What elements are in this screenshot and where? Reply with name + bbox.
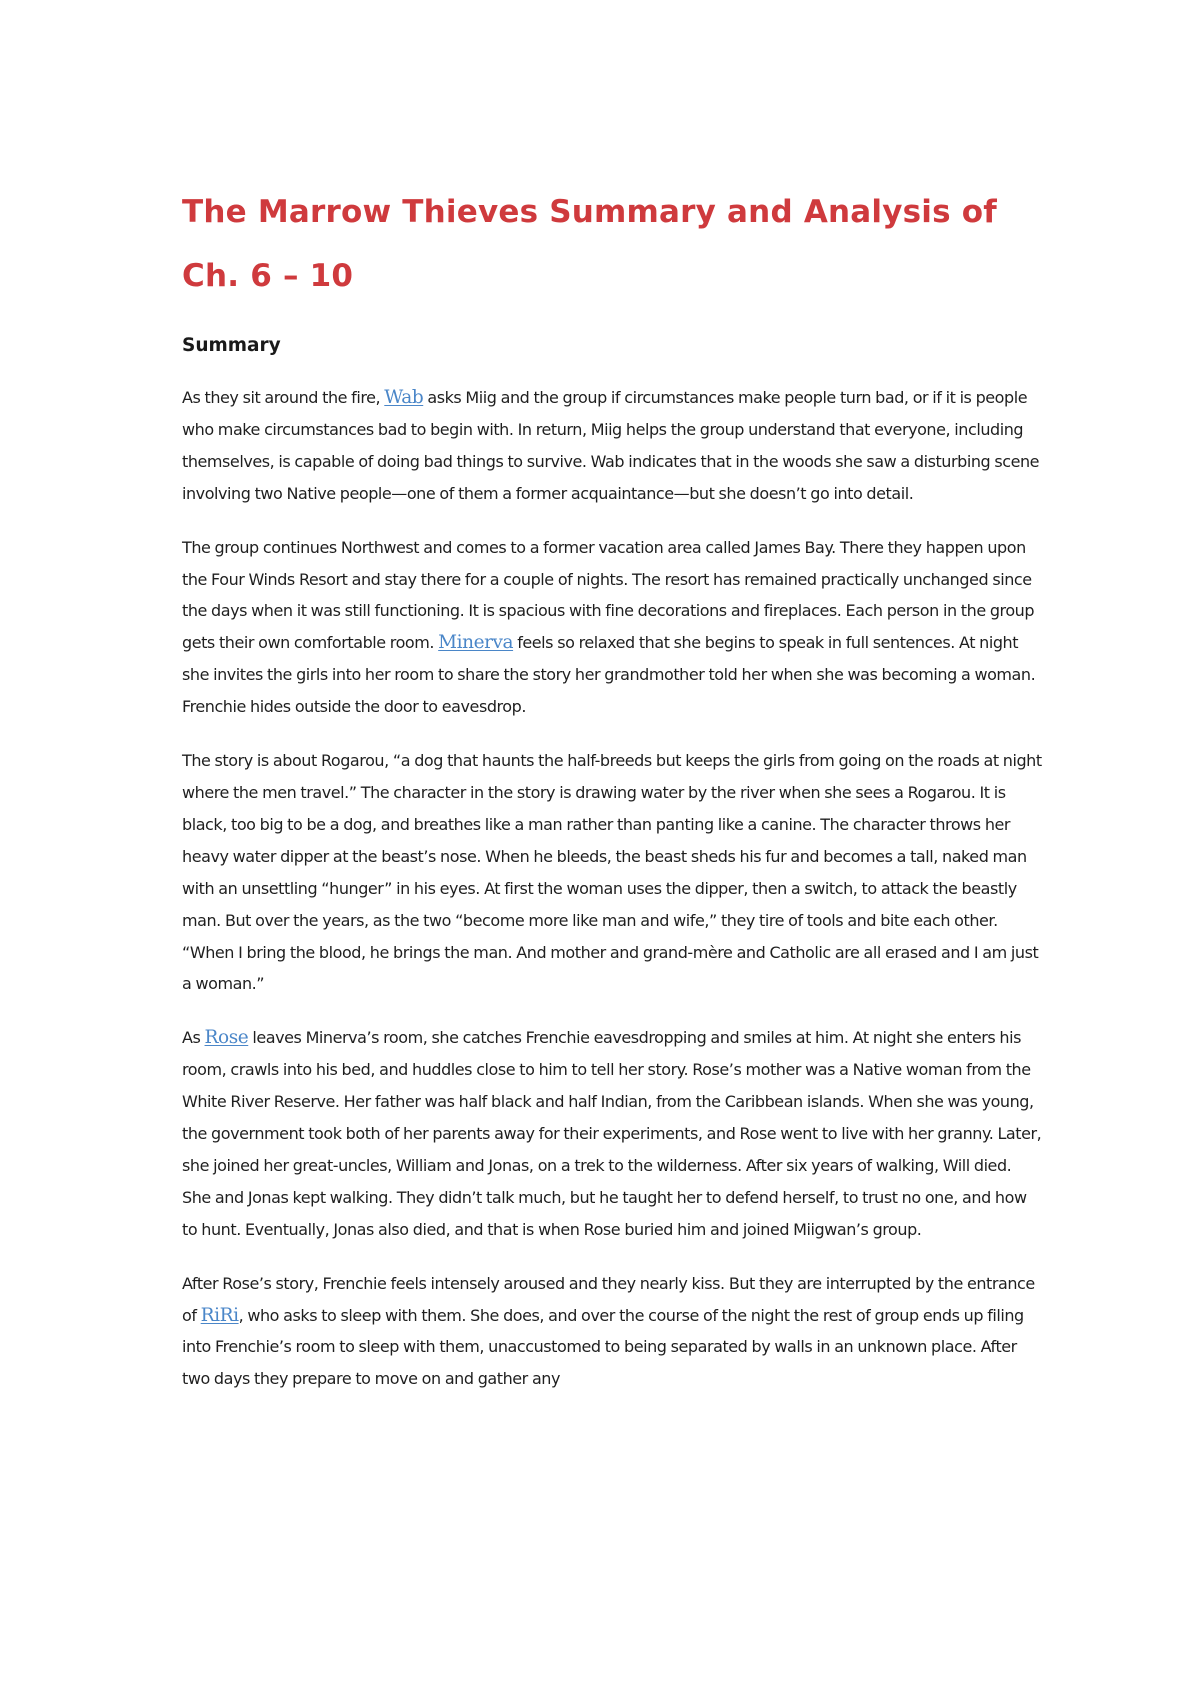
paragraph-4 (182, 1022, 1042, 1245)
paragraph-1-text-end: asks Miig and the group if circumstances make people turn bad, or if it is people who make circumstances bad to begin with. In return, Miig helps the group understand that everyone, including themselves, is capable of doing bad things to survive. Wab indicates that in the woods she saw a disturbing scene involving two Native people—one of them a former acquaintance—but she doesn’t go into detail. (182, 388, 1040, 503)
document-page (182, 180, 1042, 1395)
paragraph-2-text-end: feels so relaxed that she begins to speak in full sentences. At night she invites the girls into her room to share the story her grandmother told her when she was becoming a woman. Frenchie hides outside the door to eavesdrop. (182, 633, 1036, 717)
character-link-rose[interactable]: Rose (204, 1027, 249, 1049)
character-link-wab[interactable]: Wab (384, 387, 424, 408)
paragraph-4-text-end: leaves Minerva’s room, she catches Frenchie eavesdropping and smiles at him. At night she enters his room, crawls into his bed, and huddles close to him to tell her story. Rose’s mother was a Native woman from the White River Reserve. Her father was half black and half Indian, from the Caribbean islands. When she was young, the government took both of her parents away for their experiments, and Rose went to live with her granny. Later, she joined her great-uncles, William and Jonas, on a trek to the wilderness. After six years of walking, Will died. She and Jonas kept walking. They didn’t talk much, but he taught her to defend herself, to trust no one, and how to hunt. Eventually, Jonas also died, and that is when Rose buried him and joined Miigwan’s group. (182, 1028, 1042, 1239)
page-title: The Marrow Thieves Summary and Analysis of Ch. 6 – 10 (182, 194, 997, 294)
paragraph-1 (182, 382, 1042, 510)
paragraph-4-text-start: As (182, 1028, 205, 1048)
paragraph-3: The story is about Rogarou, “a dog that haunts the half-breeds but keeps the girls from going on the roads at night where the men travel.” The character in the story is drawing water by the river when she sees a Rogarou. It is black, too big to be a dog, and breathes like a man rather than panting like a canine. The character throws her heavy water dipper at the beast’s nose. When he bleeds, the beast sheds his fur and becomes a tall, naked man with an unsettling “hunger” in his eyes. At first the woman uses the dipper, then a switch, to attack the beastly man. But over the years, as the two “become more like man and wife,” they tire of tools and bite each other. “When I bring the blood, he brings the man. And mother and grand-mère and Catholic are all erased and I am just a woman.” (182, 751, 1042, 994)
paragraph-2-text-start: The group continues Northwest and comes to a former vacation area called James Bay. There they happen upon the Four Winds Resort and stay there for a couple of nights. The resort has remained practically unchanged since the days when it was still functioning. It is spacious with fine decorations and fireplaces. Each person in the group gets their own comfortable room. (182, 537, 1035, 653)
paragraph-5-text-start: After Rose’s story, Frenchie feels intensely aroused and they nearly kiss. But they are interrupted by the entrance of (182, 1273, 1035, 1325)
section-heading-summary: Summary (182, 335, 281, 356)
paragraph-5 (182, 1268, 1042, 1396)
paragraph-2 (182, 532, 1042, 723)
paragraph-1-text-start: As they sit around the fire, (182, 388, 385, 407)
character-link-minerva[interactable]: Minerva (438, 632, 514, 654)
paragraph-5-text-end: , who asks to sleep with them. She does, and over the course of the night the rest of group ends up filing into Frenchie’s room to sleep with them, unaccustomed to being separated by walls in an unknown place. After two days they prepare to move on and gather any (182, 1305, 1024, 1389)
character-link-riri[interactable]: RiRi (200, 1304, 239, 1326)
